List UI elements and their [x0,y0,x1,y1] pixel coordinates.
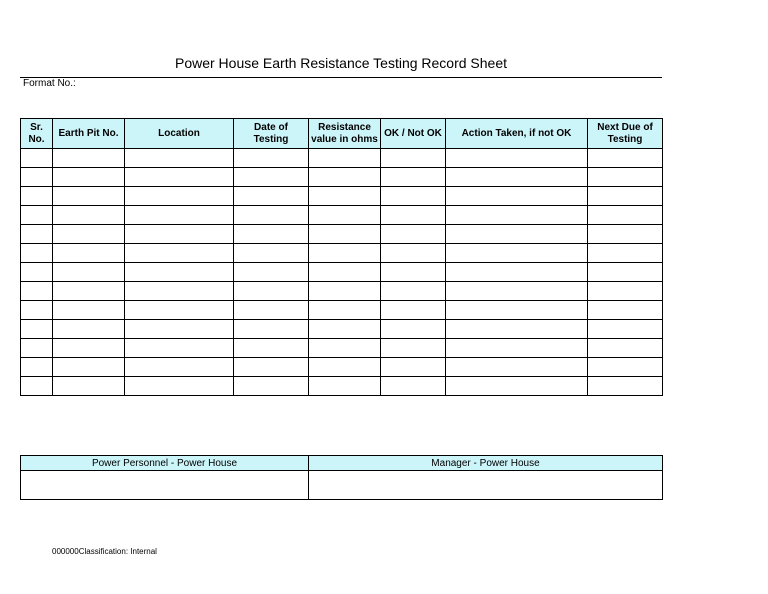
table-cell [234,358,309,377]
table-cell [125,377,234,396]
table-row [21,225,663,244]
table-cell [125,263,234,282]
table-cell [53,206,125,225]
header-location: Location [125,119,234,149]
table-cell [588,301,663,320]
signature-header-row [21,456,663,471]
table-cell [588,358,663,377]
table-cell [381,301,446,320]
title-rule [20,77,662,78]
table-cell [125,244,234,263]
table-cell [53,187,125,206]
table-cell [21,320,53,339]
signature-table [20,455,663,500]
table-cell [309,320,381,339]
table-cell [234,168,309,187]
table-cell [309,339,381,358]
table-cell [21,225,53,244]
table-cell [309,282,381,301]
table-cell [446,244,588,263]
table-cell [21,168,53,187]
table-cell [53,339,125,358]
table-cell [125,206,234,225]
table-cell [234,263,309,282]
header-sr-no: Sr. No. [21,119,53,149]
table-cell [21,282,53,301]
table-row [21,263,663,282]
signature-row [21,471,663,500]
table-cell [381,320,446,339]
table-cell [588,377,663,396]
table-cell [53,244,125,263]
table-cell [21,149,53,168]
table-cell [446,206,588,225]
table-cell [588,187,663,206]
table-cell [381,282,446,301]
table-cell [234,225,309,244]
table-cell [588,225,663,244]
record-table [20,118,663,396]
table-cell [588,263,663,282]
table-cell [53,301,125,320]
header-resistance-value: Resistance value in ohms [309,119,381,149]
table-cell [446,263,588,282]
table-cell [21,301,53,320]
table-cell [125,168,234,187]
table-cell [588,168,663,187]
table-row [21,206,663,225]
table-cell [234,149,309,168]
table-cell [381,206,446,225]
table-row [21,244,663,263]
header-ok-not-ok: OK / Not OK [381,119,446,149]
table-cell [446,282,588,301]
table-cell [234,320,309,339]
table-cell [381,244,446,263]
table-cell [53,149,125,168]
header-earth-pit-no: Earth Pit No. [53,119,125,149]
table-cell [309,187,381,206]
table-cell [21,263,53,282]
table-cell [53,320,125,339]
table-cell [446,377,588,396]
table-cell [53,168,125,187]
table-cell [588,339,663,358]
table-cell [234,377,309,396]
header-date-of-testing: Date of Testing [234,119,309,149]
table-cell [588,206,663,225]
format-number-label: Format No.: [23,78,76,89]
table-cell [309,301,381,320]
header-action-taken: Action Taken, if not OK [446,119,588,149]
table-cell [446,301,588,320]
table-cell [53,263,125,282]
signature-label-manager: Manager - Power House [309,456,663,471]
table-cell [234,244,309,263]
page-title: Power House Earth Resistance Testing Record Sheet [174,55,508,71]
signature-cell-manager [309,471,663,500]
signature-label-personnel: Power Personnel - Power House [21,456,309,471]
table-row [21,339,663,358]
table-cell [309,168,381,187]
table-cell [309,358,381,377]
table-cell [125,149,234,168]
table-cell [446,358,588,377]
record-table-header-row [21,119,663,149]
table-cell [588,282,663,301]
table-cell [53,225,125,244]
table-cell [125,225,234,244]
table-cell [234,187,309,206]
table-cell [309,377,381,396]
table-cell [446,225,588,244]
table-cell [381,263,446,282]
table-cell [381,149,446,168]
table-row [21,149,663,168]
table-row [21,187,663,206]
classification-label: 000000Classification: Internal [52,547,157,556]
table-cell [588,320,663,339]
table-row [21,377,663,396]
table-cell [309,225,381,244]
table-cell [125,339,234,358]
table-cell [53,282,125,301]
table-cell [446,187,588,206]
table-cell [234,301,309,320]
table-cell [588,244,663,263]
table-cell [381,358,446,377]
table-cell [21,358,53,377]
header-next-due: Next Due of Testing [588,119,663,149]
table-cell [309,244,381,263]
table-cell [381,225,446,244]
table-cell [234,282,309,301]
table-cell [446,168,588,187]
table-cell [125,282,234,301]
table-cell [125,187,234,206]
table-row [21,282,663,301]
table-cell [234,206,309,225]
table-cell [125,358,234,377]
table-cell [446,320,588,339]
table-cell [309,206,381,225]
table-cell [234,339,309,358]
table-cell [21,339,53,358]
table-row [21,320,663,339]
table-cell [21,244,53,263]
table-cell [21,206,53,225]
table-cell [125,301,234,320]
table-cell [21,377,53,396]
table-cell [446,339,588,358]
table-cell [588,149,663,168]
table-row [21,168,663,187]
table-cell [53,377,125,396]
table-cell [381,377,446,396]
table-row [21,358,663,377]
table-cell [125,320,234,339]
signature-cell-personnel [21,471,309,500]
table-cell [309,263,381,282]
table-cell [381,339,446,358]
table-cell [309,149,381,168]
table-cell [21,187,53,206]
table-row [21,301,663,320]
table-cell [381,187,446,206]
table-cell [381,168,446,187]
table-cell [53,358,125,377]
table-cell [446,149,588,168]
